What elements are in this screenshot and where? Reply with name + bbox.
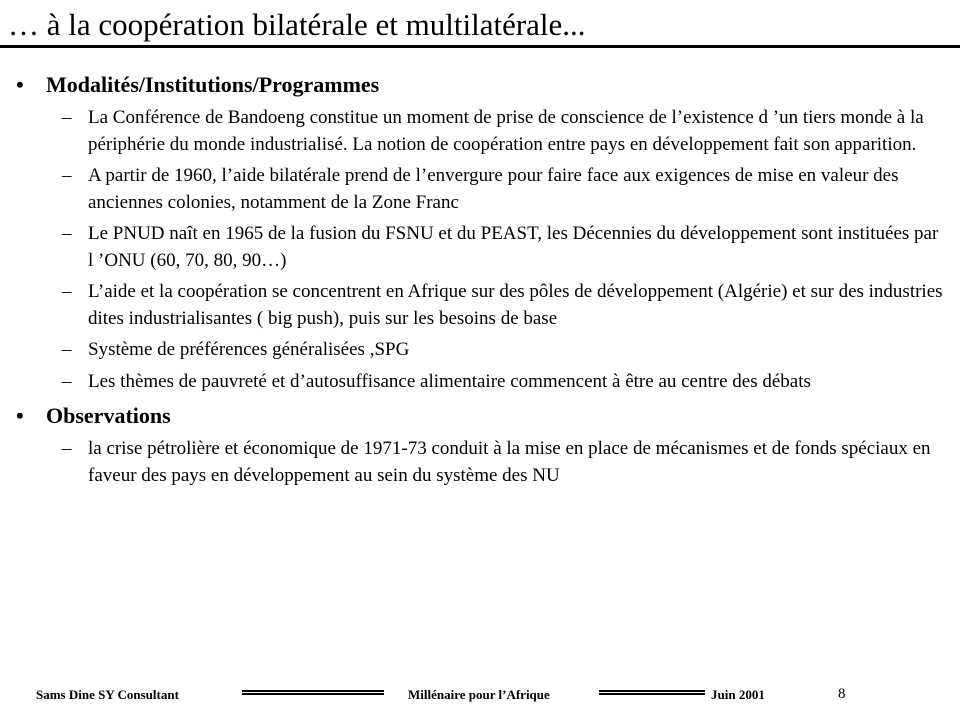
sub-bullet-list: [0, 436, 960, 489]
list-item-text: L’aide et la coopération se concentrent en Afrique sur des pôles de développement (Algérie) et sur des industries dites industrialisantes ( big push), puis sur les besoins de base: [88, 281, 943, 329]
slide-body: [0, 70, 960, 489]
dash-icon: –: [62, 438, 72, 459]
dash-icon: –: [62, 281, 72, 302]
slide-footer: [0, 684, 960, 708]
list-item-text: Le PNUD naît en 1965 de la fusion du FSNU et du PEAST, les Décennies du développement sont instituées par l ’ONU (60, 70, 80, 90…): [88, 223, 939, 271]
dash-icon: –: [62, 370, 72, 392]
list-item: [0, 436, 960, 489]
list-item: [0, 163, 960, 216]
list-item-text: la crise pétrolière et économique de 1971-73 conduit à la mise en place de mécanismes et de fonds spéciaux en faveur des pays en développement au sein du système des NU: [88, 438, 931, 486]
section-heading-label: Observations: [46, 403, 171, 428]
footer-divider: [599, 690, 705, 695]
list-item-text: Les thèmes de pauvreté et d’autosuffisance alimentaire commencent à être au centre des débats: [88, 370, 811, 392]
list-item-text: Système de préférences généralisées ,SPG: [88, 339, 410, 360]
slide-title: … à la coopération bilatérale et multilatérale...: [8, 7, 586, 42]
list-item: [0, 105, 960, 158]
list-item: [0, 337, 960, 364]
dash-icon: –: [62, 165, 72, 186]
list-item: [0, 369, 960, 396]
dash-icon: –: [62, 107, 72, 128]
list-item: [0, 279, 960, 332]
footer-date: Juin 2001: [711, 687, 765, 702]
list-item-text: La Conférence de Bandoeng constitue un moment de prise de conscience de l’existence d ’un tiers monde à la périphérie du monde industrialisé. La notion de coopération entre pays en développement fait son apparition.: [88, 107, 924, 155]
footer-center-text: Millénaire pour l’Afrique: [408, 687, 550, 702]
bullet-icon: •: [16, 403, 24, 428]
page-number: 8: [838, 686, 846, 702]
list-item: [0, 221, 960, 274]
dash-icon: –: [62, 339, 72, 360]
list-item-text: A partir de 1960, l’aide bilatérale prend de l’envergure pour faire face aux exigences de mise en valeur des anciennes colonies, notamment de la Zone Franc: [88, 165, 899, 213]
bullet-icon: •: [16, 72, 24, 97]
sub-bullet-list: [0, 105, 960, 395]
footer-divider: [242, 690, 384, 695]
section-heading-modalites: [16, 70, 960, 100]
section-heading-label: Modalités/Institutions/Programmes: [46, 72, 380, 97]
section-heading-observations: [16, 401, 960, 431]
dash-icon: –: [62, 223, 72, 244]
footer-author: Sams Dine SY Consultant: [36, 687, 179, 702]
title-divider: [0, 45, 960, 48]
